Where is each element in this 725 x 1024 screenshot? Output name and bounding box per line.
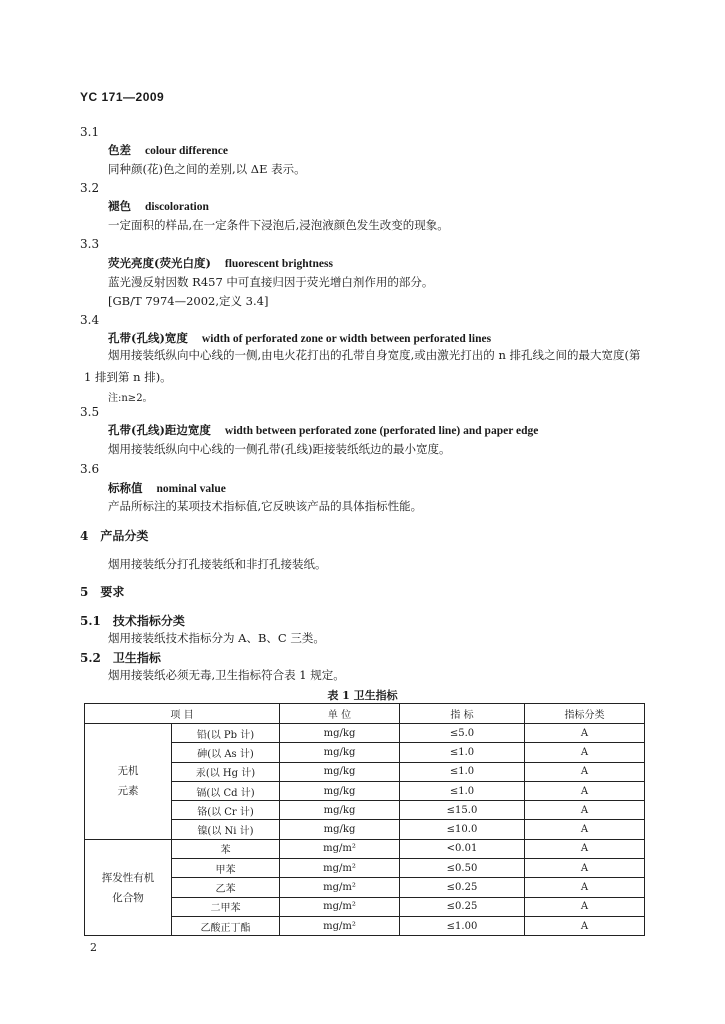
clause-number: 3.3 xyxy=(80,237,100,251)
page-number: 2 xyxy=(90,941,97,954)
clause-term xyxy=(108,480,226,496)
term-cn: 荧光亮度(荧光白度) xyxy=(108,256,211,270)
cell-class: A xyxy=(525,839,645,858)
clause-body: 烟用接装纸纵向中心线的一侧,由电火花打出的孔带自身宽度,或由激光打出的 n 排孔线之间的最大宽度(第 1 排到第 n 排)。 xyxy=(84,348,641,384)
cell-limit: ≤5.0 xyxy=(400,724,525,743)
term-cn: 孔带(孔线)距边宽度 xyxy=(108,423,211,437)
header-item: 项 目 xyxy=(85,704,280,724)
header-unit: 单 位 xyxy=(280,704,400,724)
cell-unit: mg/m² xyxy=(280,878,400,897)
clause-number: 3.1 xyxy=(80,125,100,139)
document-header: YC 171—2009 xyxy=(80,90,165,104)
cell-unit: mg/kg xyxy=(280,743,400,762)
cell-unit: mg/kg xyxy=(280,781,400,800)
cell-limit: ≤1.0 xyxy=(400,743,525,762)
clause-body: 蓝光漫反射因数 R457 中可直接归因于荧光增白剂作用的部分。 xyxy=(108,275,434,289)
cell-unit: mg/m² xyxy=(280,916,400,935)
clause-reference: [GB/T 7974—2002,定义 3.4] xyxy=(108,294,269,308)
clause-number: 3.5 xyxy=(80,405,100,419)
section-number: 5.1 xyxy=(80,614,101,628)
section-number: 4 xyxy=(80,529,89,543)
clause-term xyxy=(108,198,209,214)
group-label xyxy=(85,839,172,935)
cell-limit: ≤1.00 xyxy=(400,916,525,935)
table-row xyxy=(85,724,645,743)
cell-class: A xyxy=(525,724,645,743)
section-title: 产品分类 xyxy=(100,529,149,543)
clause-number: 3.4 xyxy=(80,313,100,327)
cell-item: 甲苯 xyxy=(172,859,280,878)
table-caption: 表 1 卫生指标 xyxy=(327,689,398,702)
clause-term xyxy=(108,255,333,271)
section-heading xyxy=(80,583,124,600)
clause-term xyxy=(108,422,538,438)
term-en: width of perforated zone or width between perforated lines xyxy=(201,333,492,345)
cell-unit: mg/m² xyxy=(280,897,400,916)
section-heading xyxy=(80,649,161,666)
clause-body: 同种颜(花)色之间的差别,以 ΔE 表示。 xyxy=(108,162,306,176)
term-en: width between perforated zone (perforated line) and paper edge xyxy=(224,425,539,437)
cell-limit: ≤1.0 xyxy=(400,781,525,800)
cell-item: 铬(以 Cr 计) xyxy=(172,801,280,820)
term-cn: 标称值 xyxy=(108,481,143,495)
cell-limit: ≤1.0 xyxy=(400,762,525,781)
cell-class: A xyxy=(525,743,645,762)
group-label xyxy=(85,724,172,840)
cell-unit: mg/kg xyxy=(280,801,400,820)
section-number: 5 xyxy=(80,585,89,599)
cell-unit: mg/kg xyxy=(280,724,400,743)
cell-item: 乙苯 xyxy=(172,878,280,897)
clause-body: 烟用接装纸纵向中心线的一侧孔带(孔线)距接装纸纸边的最小宽度。 xyxy=(108,442,451,456)
section-number: 5.2 xyxy=(80,651,101,665)
cell-item: 镍(以 Ni 计) xyxy=(172,820,280,839)
term-en: colour difference xyxy=(145,145,228,157)
cell-limit: ≤15.0 xyxy=(400,801,525,820)
cell-limit: ≤0.25 xyxy=(400,878,525,897)
header-class: 指标分类 xyxy=(525,704,645,724)
cell-class: A xyxy=(525,820,645,839)
cell-item: 汞(以 Hg 计) xyxy=(172,762,280,781)
cell-limit: ≤0.50 xyxy=(400,859,525,878)
cell-item: 苯 xyxy=(172,839,280,858)
cell-class: A xyxy=(525,878,645,897)
clause-term xyxy=(108,142,228,158)
table-header-row xyxy=(85,704,645,724)
section-title: 卫生指标 xyxy=(112,651,161,665)
cell-unit: mg/m² xyxy=(280,859,400,878)
cell-class: A xyxy=(525,897,645,916)
section-body: 烟用接装纸技术指标分为 A、B、C 三类。 xyxy=(108,631,325,645)
term-en: discoloration xyxy=(145,201,209,213)
term-cn: 褪色 xyxy=(108,199,131,213)
clause-note: 注:n≥2。 xyxy=(108,393,153,404)
cell-limit: ≤10.0 xyxy=(400,820,525,839)
group-label-text: 挥发性有机化合物 xyxy=(101,871,155,904)
hygiene-index-table xyxy=(84,703,645,936)
cell-unit: mg/kg xyxy=(280,820,400,839)
cell-limit: ≤0.25 xyxy=(400,897,525,916)
section-heading xyxy=(80,612,185,629)
section-title: 要求 xyxy=(100,585,125,599)
cell-item: 铅(以 Pb 计) xyxy=(172,724,280,743)
section-title: 技术指标分类 xyxy=(112,614,185,628)
group-label-text: 无机元素 xyxy=(117,765,139,798)
term-en: nominal value xyxy=(156,483,226,495)
cell-unit: mg/kg xyxy=(280,762,400,781)
clause-number: 3.6 xyxy=(80,462,100,476)
clause-number: 3.2 xyxy=(80,181,100,195)
cell-class: A xyxy=(525,801,645,820)
cell-item: 镉(以 Cd 计) xyxy=(172,781,280,800)
cell-item: 乙酸正丁酯 xyxy=(172,916,280,935)
cell-class: A xyxy=(525,762,645,781)
term-en: fluorescent brightness xyxy=(224,258,333,270)
table-row xyxy=(85,839,645,858)
clause-body: 一定面积的样品,在一定条件下浸泡后,浸泡液颜色发生改变的现象。 xyxy=(108,218,449,232)
cell-class: A xyxy=(525,916,645,935)
cell-unit: mg/m² xyxy=(280,839,400,858)
term-cn: 孔带(孔线)宽度 xyxy=(108,331,188,345)
clause-body: 产品所标注的某项技术指标值,它反映该产品的具体指标性能。 xyxy=(108,499,423,513)
cell-item: 二甲苯 xyxy=(172,897,280,916)
section-body: 烟用接装纸分打孔接装纸和非打孔接装纸。 xyxy=(108,557,327,571)
cell-class: A xyxy=(525,781,645,800)
header-limit: 指 标 xyxy=(400,704,525,724)
section-heading xyxy=(80,527,148,544)
cell-item: 砷(以 As 计) xyxy=(172,743,280,762)
cell-class: A xyxy=(525,859,645,878)
cell-limit: <0.01 xyxy=(400,839,525,858)
section-body: 烟用接装纸必须无毒,卫生指标符合表 1 规定。 xyxy=(108,668,345,682)
term-cn: 色差 xyxy=(108,143,131,157)
